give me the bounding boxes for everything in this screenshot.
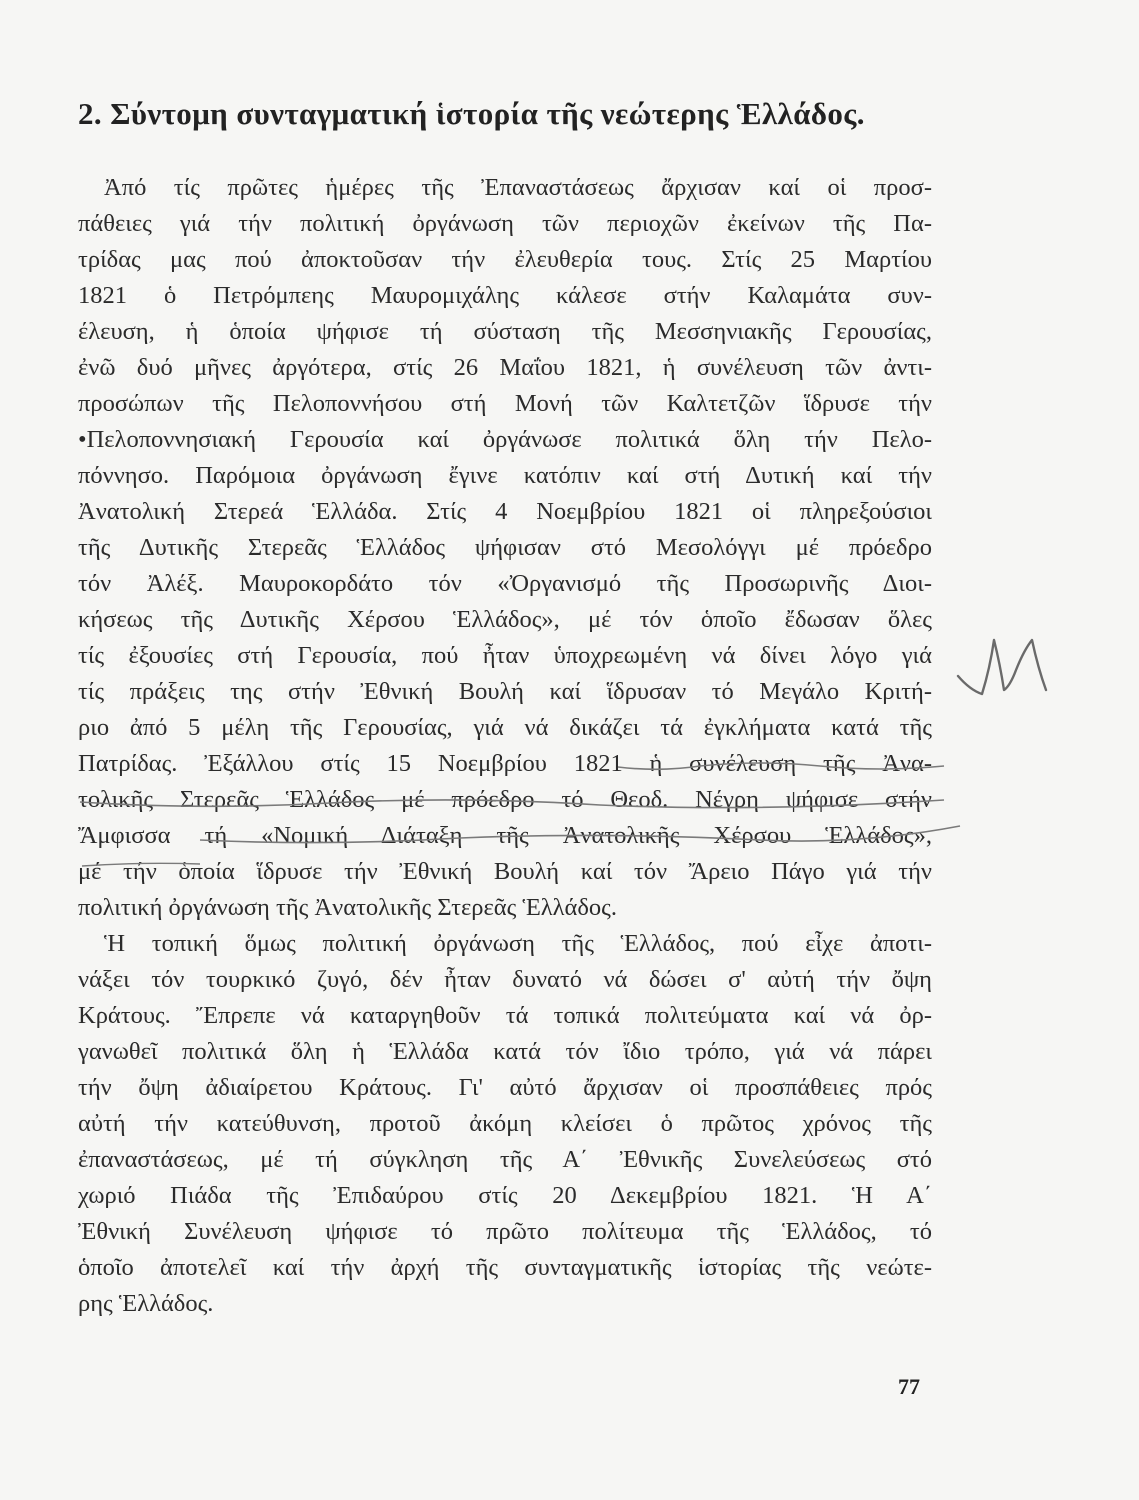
text-line: πόννησο. Παρόμοια ὀργάνωση ἔγινε κατόπιν καί στή Δυτική καί τήν — [78, 462, 932, 489]
text-line: ριο ἀπό 5 μέλη τῆς Γερουσίας, γιά νά δικάζει τά ἐγκλήματα κατά τῆς — [78, 714, 932, 741]
text-line: προσώπων τῆς Πελοποννήσου στή Μονή τῶν Καλτετζῶν ἵδρυσε τήν — [78, 390, 932, 417]
text-line: μέ τήν ὁποία ἵδρυσε τήν Ἐθνική Βουλή καί τόν Ἄρειο Πάγο γιά τήν — [78, 858, 932, 885]
text-line: πολιτική ὀργάνωση τῆς Ἀνατολικῆς Στερεᾶς Ἑλλάδος. — [78, 894, 618, 921]
text-line: ἐνῶ δυό μῆνες ἀργότερα, στίς 26 Μαΐου 1821, ἡ συνέλευση τῶν ἀντι- — [78, 354, 932, 381]
margin-scribble-icon — [958, 640, 1046, 694]
text-line: τίς ἐξουσίες στή Γερουσία, πού ἦταν ὑποχρεωμένη νά δίνει λόγο γιά — [78, 642, 932, 669]
text-line: τήν ὄψη ἀδιαίρετου Κράτους. Γι' αὐτό ἄρχισαν οἱ προσπάθειες πρός — [78, 1074, 932, 1101]
text-line: πάθειες γιά τήν πολιτική ὀργάνωση τῶν περιοχῶν ἐκείνων τῆς Πα- — [78, 210, 932, 237]
text-line: ὁποῖο ἀποτελεῖ καί τήν ἀρχή τῆς συνταγματικῆς ἱστορίας τῆς νεώτε- — [78, 1254, 932, 1281]
text-line: 1821 ὁ Πετρόμπεης Μαυρομιχάλης κάλεσε στήν Καλαμάτα συν- — [78, 282, 932, 309]
text-line: χωριό Πιάδα τῆς Ἐπιδαύρου στίς 20 Δεκεμβρίου 1821. Ἡ Α΄ — [78, 1182, 932, 1209]
text-line: τρίδας μας πού ἀποκτοῦσαν τήν ἐλευθερία τους. Στίς 25 Μαρτίου — [78, 246, 932, 273]
text-line: τόν Ἀλέξ. Μαυροκορδάτο τόν «Ὀργανισμό τῆς Προσωρινῆς Διοι- — [78, 570, 932, 597]
text-line: νάξει τόν τουρκικό ζυγό, δέν ἦταν δυνατό νά δώσει σ' αὐτή τήν ὄψη — [78, 966, 932, 993]
text-line: Ἀπό τίς πρῶτες ἡμέρες τῆς Ἐπαναστάσεως ἄρχισαν καί οἱ προσ- — [104, 174, 932, 201]
text-line: τῆς Δυτικῆς Στερεᾶς Ἑλλάδος ψήφισαν στό Μεσολόγγι μέ πρόεδρο — [78, 534, 932, 561]
text-line: τολικῆς Στερεᾶς Ἑλλάδος μέ πρόεδρο τό Θεοδ. Νέγρη ψήφισε στήν — [78, 786, 932, 813]
text-line: Πατρίδας. Ἐξάλλου στίς 15 Νοεμβρίου 1821 ἡ συνέλευση τῆς Ἀνα- — [78, 750, 932, 777]
text-line: γανωθεῖ πολιτικά ὅλη ἡ Ἑλλάδα κατά τόν ἴδιο τρόπο, γιά νά πάρει — [78, 1038, 932, 1065]
text-line: Κράτους. Ἔπρεπε νά καταργηθοῦν τά τοπικά πολιτεύματα καί νά ὀρ- — [78, 1002, 932, 1029]
text-line: τίς πράξεις της στήν Ἐθνική Βουλή καί ἵδρυσαν τό Μεγάλο Κριτή- — [78, 678, 932, 705]
text-line: ἐπαναστάσεως, μέ τή σύγκληση τῆς Α΄ Ἐθνικῆς Συνελεύσεως στό — [78, 1146, 932, 1173]
section-heading: 2. Σύντομη συνταγματική ἱστορία τῆς νεώτερης Ἑλλάδος. — [78, 96, 865, 131]
text-line: Ἡ τοπική ὅμως πολιτική ὀργάνωση τῆς Ἑλλάδος, πού εἶχε ἀποτι- — [104, 930, 932, 957]
text-line: Ἐθνική Συνέλευση ψήφισε τό πρῶτο πολίτευμα τῆς Ἑλλάδος, τό — [78, 1218, 932, 1245]
text-line: Ἄμφισσα τή «Νομική Διάταξη τῆς Ἀνατολικῆς Χέρσου Ἑλλάδος», — [78, 822, 932, 849]
text-line: •Πελοποννησιακή Γερουσία καί ὀργάνωσε πολιτικά ὅλη τήν Πελο- — [78, 426, 932, 453]
page-number: 77 — [898, 1374, 920, 1399]
text-line: κήσεως τῆς Δυτικῆς Χέρσου Ἑλλάδος», μέ τόν ὁποῖο ἔδωσαν ὅλες — [78, 606, 932, 633]
text-line: Ἀνατολική Στερεά Ἑλλάδα. Στίς 4 Νοεμβρίου 1821 οἱ πληρεξούσιοι — [78, 498, 932, 525]
text-line: αὐτή τήν κατεύθυνση, προτοῦ ἀκόμη κλείσει ὁ πρῶτος χρόνος τῆς — [78, 1110, 932, 1137]
text-line: έλευση, ἡ ὁποία ψήφισε τή σύσταση τῆς Μεσσηνιακῆς Γερουσίας, — [78, 318, 932, 345]
text-line: ρης Ἑλλάδος. — [78, 1290, 214, 1317]
